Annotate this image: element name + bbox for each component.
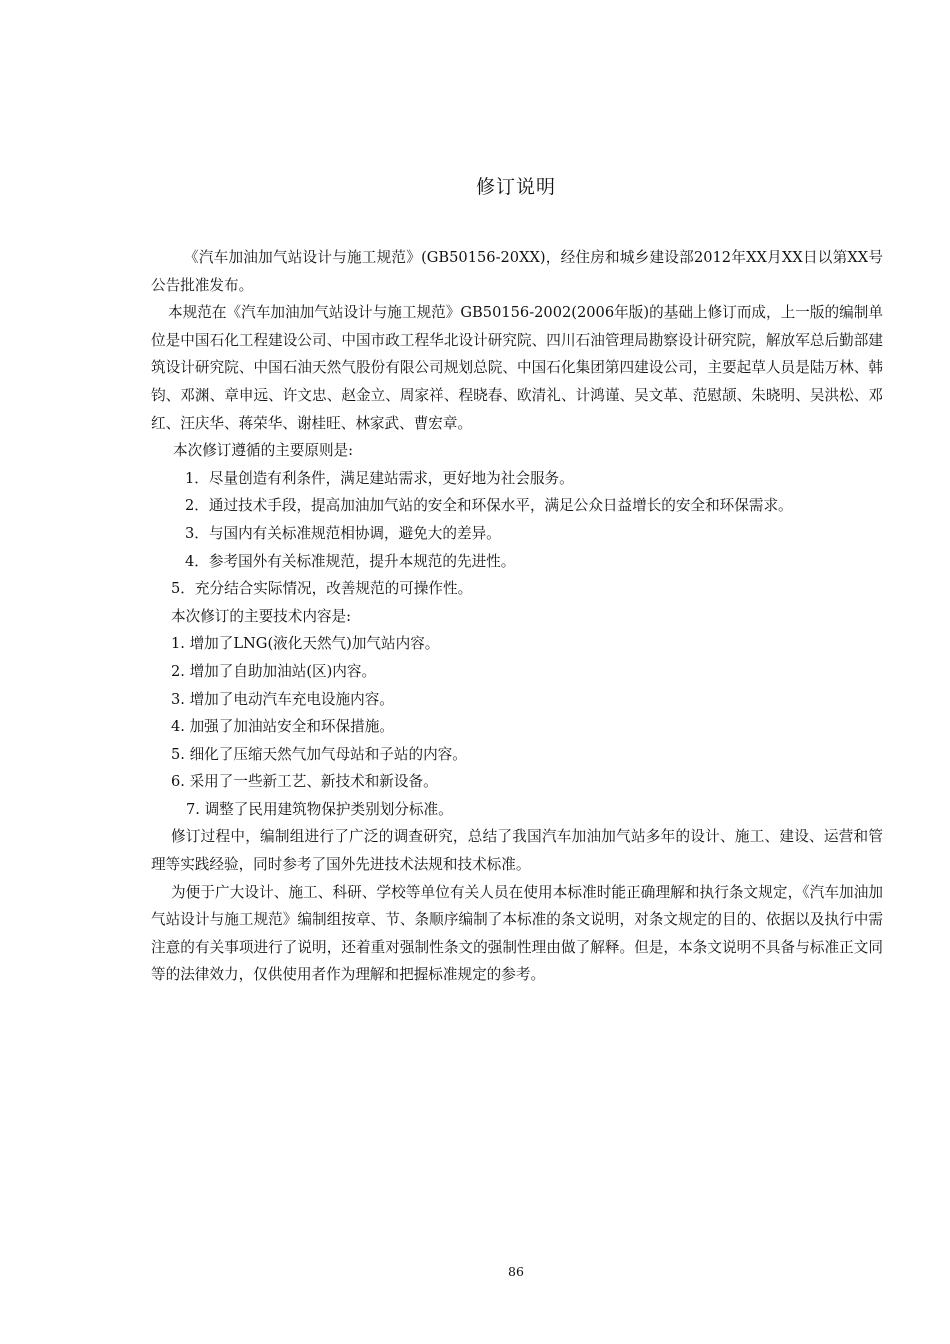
principle-item-5: 5．充分结合实际情况，改善规范的可操作性。 — [171, 580, 473, 598]
technical-item-4: 4. 加强了加油站安全和环保措施。 — [171, 718, 394, 736]
technical-item-3: 3. 增加了电动汽车充电设施内容。 — [171, 690, 394, 708]
paragraph-announcement: 《汽车加油加气站设计与施工规范》(GB50156-20XX)，经住房和城乡建设部2012年XX月XX日以第XX号公告批准发布。 — [151, 249, 883, 294]
principle-item-3: 3．与国内有关标准规范相协调，避免大的差异。 — [185, 524, 501, 542]
page-number: 86 — [508, 1264, 524, 1279]
document-body — [151, 244, 883, 989]
technical-item-5: 5. 细化了压缩天然气加气母站和子站的内容。 — [171, 745, 467, 763]
technical-item-7: 7. 调整了民用建筑物保护类别划分标准。 — [186, 800, 453, 818]
principle-item-1: 1．尽量创造有利条件，满足建站需求，更好地为社会服务。 — [185, 469, 574, 487]
technical-item-2: 2. 增加了自助加油站(区)内容。 — [171, 662, 377, 680]
technical-item-1: 1. 增加了LNG(液化天然气)加气站内容。 — [171, 635, 440, 653]
principle-item-2: 2．通过技术手段，提高加油加气站的安全和环保水平，满足公众日益增长的安全和环保需求。 — [185, 497, 793, 515]
paragraph-explanation-purpose: 为便于广大设计、施工、科研、学校等单位有关人员在使用本标准时能正确理解和执行条文规定，《汽车加油加气站设计与施工规范》编制组按章、节、条顺序编制了本标准的条文说明，对条文规定的目的、依据以及执行中需注意的有关事项进行了说明，还着重对强制性条文的强制性理由做了解释。但是，本条文说明不具备与标准正文同等的法律效力，仅供使用者作为理解和把握标准规定的参考。 — [151, 883, 883, 984]
paragraph-principles-heading: 本次修订遵循的主要原则是: — [173, 442, 354, 460]
principle-item-4: 4．参考国外有关标准规范，提升本规范的先进性。 — [185, 552, 516, 570]
page-title: 修订说明 — [475, 176, 556, 198]
paragraph-technical-heading: 本次修订的主要技术内容是: — [171, 607, 352, 625]
paragraph-background: 本规范在《汽车加油加气站设计与施工规范》GB50156-2002(2006年版)的基础上修订而成，上一版的编制单位是中国石化工程建设公司、中国市政工程华北设计研究院、四川石油管理局勘察设计研究院，解放军总后勤部建筑设计研究院、中国石油天然气股份有限公司规划总院、中国石化集团第四建设公司，主要起草人员是陆万林、韩钧、邓渊、章申远、许文忠、赵金立、周家祥、程晓春、欧清礼、计鸿谨、吴文革、范慰颉、朱晓明、吴洪松、邓红、汪庆华、蒋荣华、谢桂旺、林家武、曹宏章。 — [151, 304, 883, 432]
paragraph-revision-process: 修订过程中，编制组进行了广泛的调查研究，总结了我国汽车加油加气站多年的设计、施工、建设、运营和管理等实践经验，同时参考了国外先进技术法规和技术标准。 — [151, 828, 883, 874]
technical-item-6: 6. 采用了一些新工艺、新技术和新设备。 — [171, 773, 438, 791]
